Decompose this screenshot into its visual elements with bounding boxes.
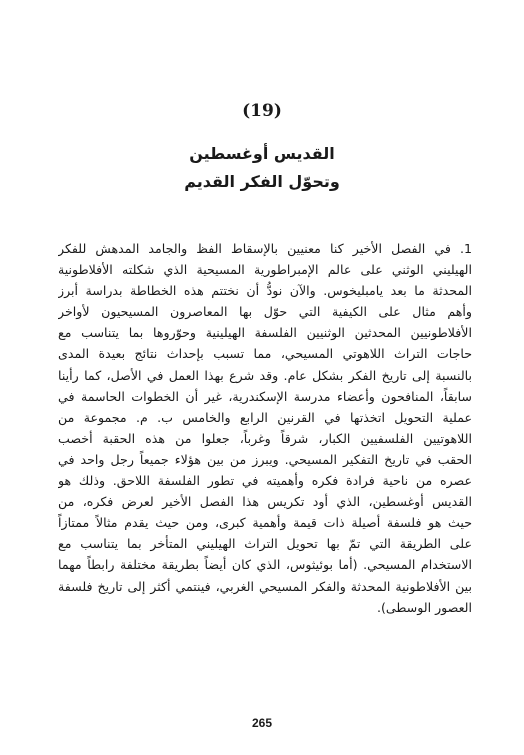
body-line: الحقب في تاريخ التفكير المسيحي. ويبرز من بين هؤلاء جميعاً رجل واحد في: [58, 451, 472, 467]
body-line: بين الأفلاطونية المحدثة والفكر المسيحي الغربي، فينتمي أكثر إلى تاريخ فلسفة: [58, 578, 472, 594]
page-number: 265: [251, 716, 273, 730]
body-paragraph: [58, 238, 472, 618]
chapter-title-line-1: القديس أوغسطين: [189, 144, 335, 163]
body-line: الاستخدام المسيحي. (أما بوئيثوس، الذي كان أيضاً بطريقة مختلفة رابطاً مهما: [58, 557, 472, 573]
body-line: العصور الوسطى).: [376, 599, 472, 615]
body-line: حيث هو فلسفة أصيلة ذات قيمة وأهمية كبرى، ومن حيث يقدم مثالاً ممتازاً: [58, 515, 472, 531]
body-line: حاجات التراث اللاهوتي المسيحي، مما تسبب بإحداث نتائج بعيدة المدى: [58, 346, 472, 362]
body-line: المحدثة ما بعد يامبليخوس. والآن نودُّ أن نختتم هذه الخطاطة بدراسة أبرز: [58, 283, 472, 299]
body-line: عصره من ناحية فرادة فكره وأهميته في تطور الفلسفة اللاحق. وذلك هو: [58, 473, 472, 489]
body-line: الأفلاطونيين المحدثين الوثنيين الفلسفة الهيلينية وحوّروها بما يتناسب مع: [58, 325, 472, 341]
body-line: القديس أوغسطين، الذي أود تكريس هذا الفصل الأخير لعرض فكره، من: [58, 494, 472, 510]
body-line: سابقاً، المنافحون وأعضاء مدرسة الإسكندرية، غير أن الخطوات الحاسمة في: [58, 388, 472, 404]
body-line: 1. في الفصل الأخير كنا معنيين بالإسقاط الفظ والجامد المدهش للفكر: [58, 241, 472, 256]
body-line: عملية التحويل اتخذتها في القرنين الرابع والخامس ب. م. مجموعة من: [58, 409, 472, 425]
body-line: الهيليني الوثني على عالم الإمبراطورية المسيحية الذي شكلته الأفلاطونية: [58, 262, 472, 278]
body-line: بالنسبة إلى تاريخ الفكر بشكل عام. وقد شرع بهذا العمل في الأصل، كما رأينا: [58, 367, 472, 383]
chapter-number: (19): [242, 101, 282, 121]
body-line: اللاهوتيين الفلسفيين الكبار، شرقاً وغرباً، جعلوا من هذه الحقبة أخصب: [58, 430, 472, 446]
chapter-title-line-2: وتحوّل الفكر القديم: [184, 172, 340, 191]
body-line: على الطريقة التي تمّ بها تحويل التراث الهيليني المتأخر بما يتناسب مع: [58, 536, 472, 552]
body-line: وأهم مثال على الكيفية التي حوّل بها المعاصرون المسيحيون لأواخر: [58, 304, 472, 320]
